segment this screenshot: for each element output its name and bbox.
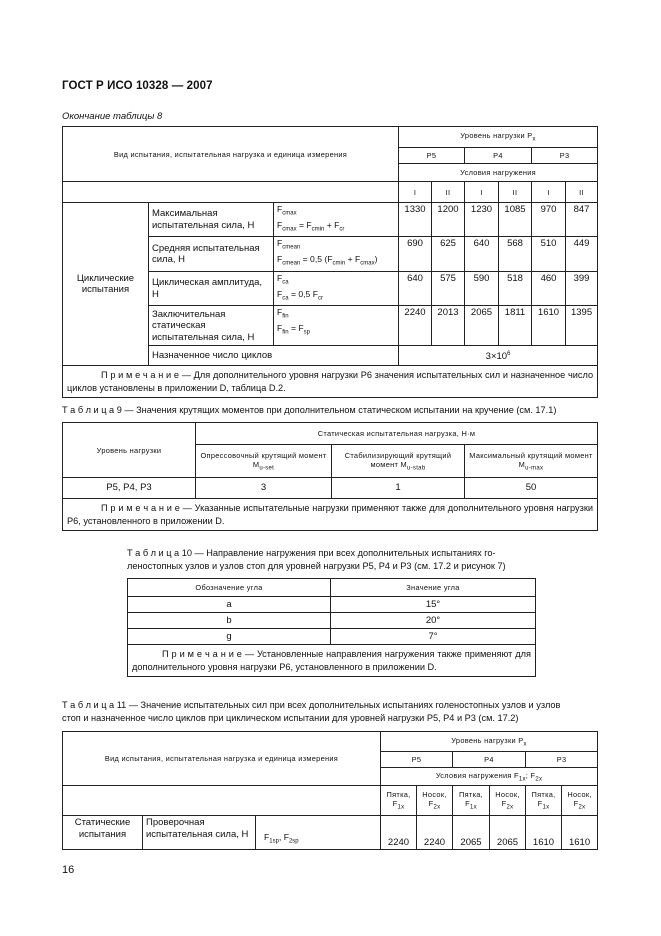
t11-value: 1610: [562, 816, 598, 850]
t8-value: 568: [499, 237, 532, 271]
t8-cond: I: [465, 182, 499, 203]
t11-row-formula: $F_{1sp}$, $F_{2sp}$: [256, 816, 381, 850]
t10-angle-value: 7°: [331, 629, 536, 645]
t8-group-label: Циклические испытания: [63, 203, 149, 366]
t8-level-label: Уровень нагрузки $P_x$: [399, 127, 598, 148]
t10-angle-name: b: [128, 613, 331, 629]
t11-row-name: Проверочная испытательная сила, Н: [143, 816, 256, 850]
t8-row-name: Заключительная статическая испытательная сила, Н: [149, 306, 274, 346]
t9-value: 50: [465, 478, 598, 499]
t8-value: 2240: [399, 306, 432, 346]
t11-group-label: Статические испытания: [63, 816, 143, 850]
t8-value: 2065: [465, 306, 499, 346]
t8-value: 590: [465, 271, 499, 305]
t11-value: 1610: [526, 816, 562, 850]
t8-value: 640: [399, 271, 432, 305]
table10: [127, 578, 536, 677]
t8-cycles-label: Назначенное число циклов: [149, 346, 399, 366]
t8-cycles-value: $3\times 10^6$: [399, 346, 598, 366]
t8-level-p5: P5: [399, 148, 465, 164]
t8-value: 640: [465, 237, 499, 271]
t8-value: 1610: [532, 306, 566, 346]
table9: [62, 422, 598, 531]
t8-row-formula: $F_{cmax}$ $F_{cmax} = F_{cmin} + F_{cr}$: [274, 203, 399, 237]
t8-row-formula: $F_{cmean}$ $F_{cmean} = 0,5$ $(F_{cmin} + F_{cmax})$: [274, 237, 399, 271]
t8-value: 1395: [566, 306, 598, 346]
t8-value: 449: [566, 237, 598, 271]
t11-value: 2240: [381, 816, 417, 850]
t8-cond: II: [499, 182, 532, 203]
t11-blank-cell: [63, 786, 381, 816]
table8: [62, 126, 598, 398]
t8-cond: I: [399, 182, 432, 203]
t9-col-head: Опрессовочный крутящий момент $M_{u-set}$: [196, 445, 332, 478]
t11-level-p3: P3: [526, 752, 598, 768]
t11-level-label: Уровень нагрузки $P_x$: [381, 732, 598, 752]
t11-cond-head: Пятка, $F_{1x}$: [453, 786, 490, 816]
t10-angle-value: 15°: [331, 597, 536, 613]
t9-group-label: Статическая испытательная нагрузка, Н·м: [196, 423, 598, 445]
t8-value: 1085: [499, 203, 532, 237]
t8-row-formula: $F_{fin}$ $F_{fin} = F_{sp}$: [274, 306, 399, 346]
t10-angle-value: 20°: [331, 613, 536, 629]
t11-cond-head: Носок, $F_{2x}$: [562, 786, 598, 816]
t8-blank-cell: [63, 182, 399, 203]
t8-col-label: Вид испытания, испытательная нагрузка и единица измерения: [63, 127, 399, 182]
t8-note: П р и м е ч а н и е — Для дополнительного уровня нагрузки P6 значения испытательных сил и назначенное число циклов установлены в приложении D, таблица D.2.: [63, 366, 598, 398]
t8-cond: II: [432, 182, 465, 203]
t8-cond: II: [566, 182, 598, 203]
table8-caption: Окончание таблицы 8: [62, 111, 163, 122]
t11-conditions-label: Условия нагружения $F_{1x}$; $F_{2x}$: [381, 768, 598, 786]
t11-col-label: Вид испытания, испытательная нагрузка и единица измерения: [63, 732, 381, 786]
t8-row-name: Средняя испытательная сила, Н: [149, 237, 274, 271]
t8-value: 1330: [399, 203, 432, 237]
t8-value: 460: [532, 271, 566, 305]
t8-value: 1811: [499, 306, 532, 346]
t8-value: 1200: [432, 203, 465, 237]
t11-value: 2065: [490, 816, 526, 850]
t8-row-name: Циклическая амплитуда, Н: [149, 271, 274, 305]
t11-level-p5: P5: [381, 752, 453, 768]
t8-value: 847: [566, 203, 598, 237]
t11-cond-head: Носок, $F_{2x}$: [417, 786, 453, 816]
t9-row-label: P5, P4, P3: [63, 478, 196, 499]
t8-level-p3: P3: [532, 148, 598, 164]
t8-value: 690: [399, 237, 432, 271]
t11-level-p4: P4: [453, 752, 526, 768]
t8-value: 575: [432, 271, 465, 305]
t9-col-label: Уровень нагрузки: [63, 423, 196, 478]
page-number: 16: [62, 864, 75, 876]
t10-note: П р и м е ч а н и е — Установленные направления нагружения также применяют для дополнительного уровня нагрузки P6, установленного в приложении D.: [128, 645, 536, 677]
table10-title: Т а б л и ц а 10 — Направление нагружения при всех дополнительных испытаниях го- леностопных узлов и узлов стоп для уровней нагрузки P5, P4 и P3 (см. 17.2 и рисунок 7): [127, 548, 506, 571]
t11-value: 2065: [453, 816, 490, 850]
t10-col1: Обозначение угла: [128, 579, 331, 597]
t9-value: 3: [196, 478, 332, 499]
table11-title: Т а б л и ц а 11 — Значение испытательных сил при всех дополнительных испытаниях голеностопных узлов и узлов стоп и назначенное число циклов при циклическом испытании для уровней нагрузки P5, P4 и P3 (см. 17.2): [62, 700, 561, 723]
t8-value: 625: [432, 237, 465, 271]
t8-cond: I: [532, 182, 566, 203]
t8-value: 510: [532, 237, 566, 271]
t11-value: 2240: [417, 816, 453, 850]
t10-angle-name: g: [128, 629, 331, 645]
t8-value: 399: [566, 271, 598, 305]
t8-value: 2013: [432, 306, 465, 346]
t11-cond-head: Пятка, $F_{1x}$: [381, 786, 417, 816]
table9-title: Т а б л и ц а 9 — Значения крутящих моментов при дополнительном статическом испытании на кручение (см. 17.1): [62, 405, 557, 415]
t8-row-name: Максимальная испытательная сила, Н: [149, 203, 274, 237]
t11-cond-head: Носок, $F_{2x}$: [490, 786, 526, 816]
t11-cond-head: Пятка, $F_{1x}$: [526, 786, 562, 816]
t9-col-head: Стабилизирующий крутящий момент $M_{u-stab}$: [332, 445, 465, 478]
t8-level-p4: P4: [465, 148, 532, 164]
document-header: ГОСТ Р ИСО 10328 — 2007: [62, 80, 213, 92]
t9-note: П р и м е ч а н и е — Указанные испытательные нагрузки применяют также для дополнительного уровня нагрузки P6, установленного в приложении D.: [63, 499, 598, 531]
t9-value: 1: [332, 478, 465, 499]
table11: [62, 731, 598, 850]
t8-value: 1230: [465, 203, 499, 237]
t8-conditions-label: Условия нагружения: [399, 164, 598, 182]
t10-angle-name: a: [128, 597, 331, 613]
t9-col-head: Максимальный крутящий момент $M_{u-max}$: [465, 445, 598, 478]
t8-row-formula: $F_{ca}$ $F_{ca} = 0,5$ $F_{cr}$: [274, 271, 399, 305]
t8-value: 970: [532, 203, 566, 237]
t10-col2: Значение угла: [331, 579, 536, 597]
t8-value: 518: [499, 271, 532, 305]
